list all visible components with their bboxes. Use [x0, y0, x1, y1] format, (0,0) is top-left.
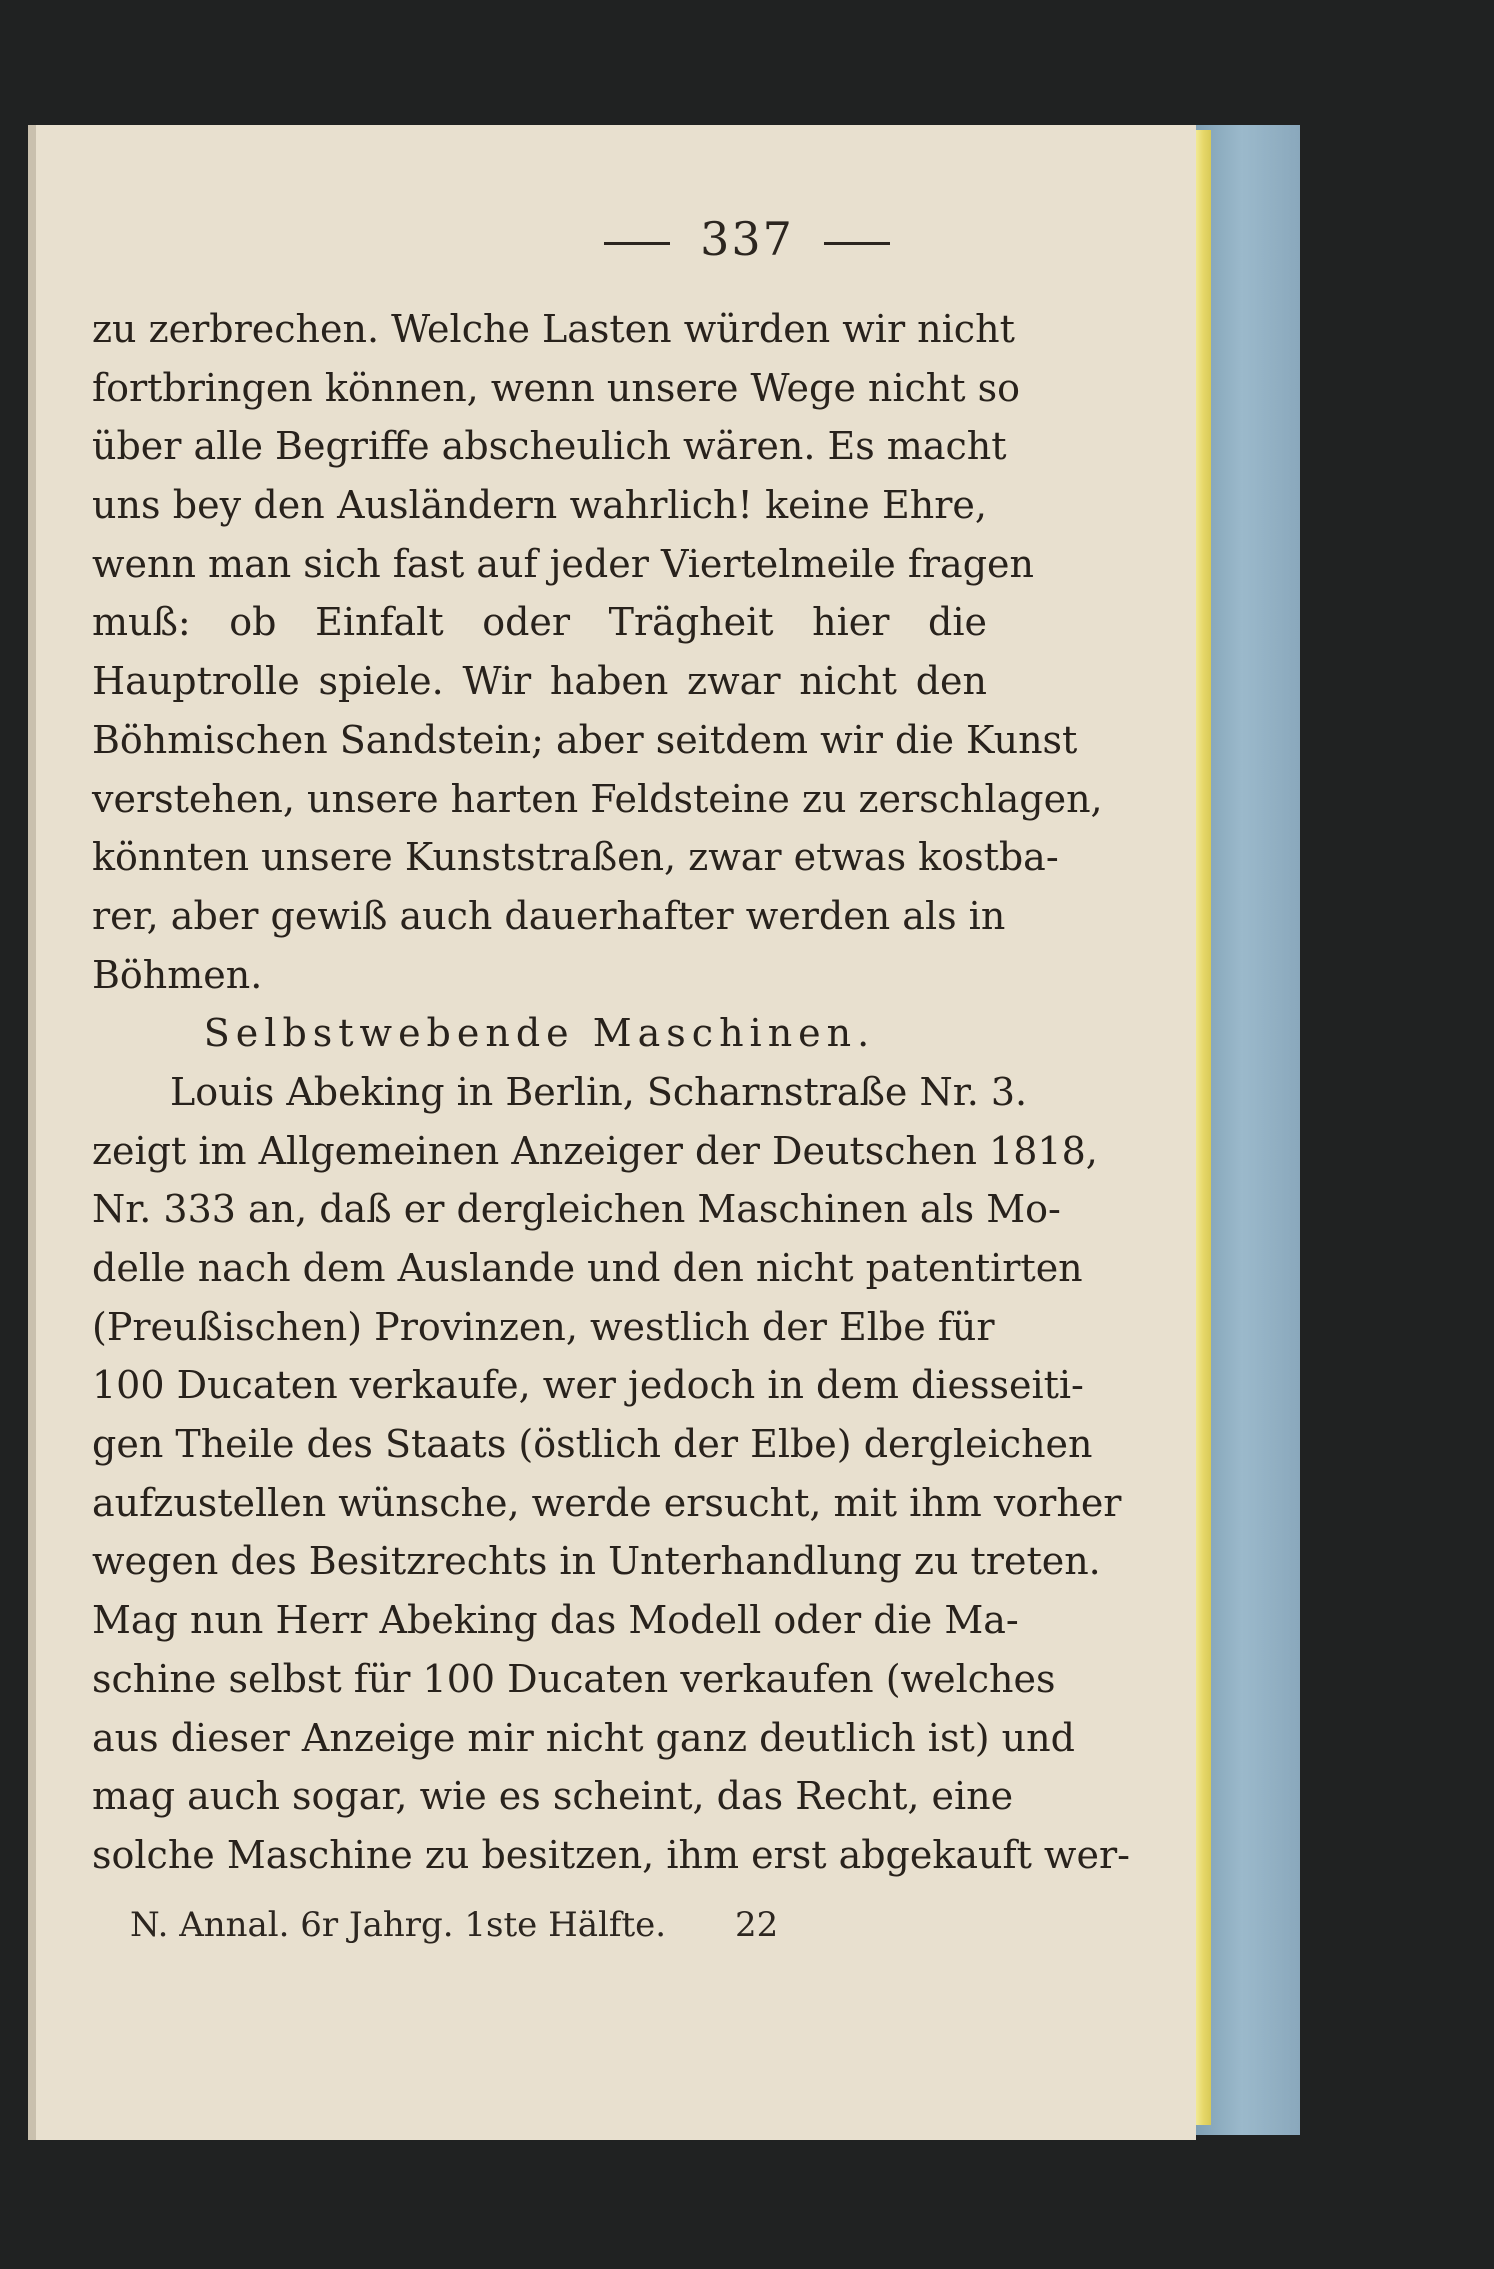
- page-number: 337: [700, 212, 794, 266]
- text-line: solche Maschine zu besitzen, ihm erst abgekauft wer-: [92, 1832, 1130, 1877]
- text-line: über alle Begriffe abscheulich wären. Es macht: [92, 424, 1007, 469]
- text-line: verstehen, unsere harten Feldsteine zu zerschlagen,: [92, 776, 1103, 821]
- text-line: uns bey den Ausländern wahrlich! keine Ehre,: [92, 483, 987, 528]
- text-line: muß: ob Einfalt oder Trägheit hier die: [92, 600, 987, 645]
- signature-mark: 22: [735, 1905, 779, 1945]
- text-line: (Preußischen) Provinzen, westlich der Elbe für: [92, 1304, 995, 1349]
- text-line: Nr. 333 an, daß er dergleichen Maschinen als Mo-: [92, 1187, 1061, 1232]
- text-line: wegen des Besitzrechts in Unterhandlung zu treten.: [92, 1539, 1101, 1584]
- text-line: fortbringen können, wenn unsere Wege nicht so: [92, 365, 1020, 410]
- left-dash: [604, 242, 670, 245]
- signature-line: N. Annal. 6r Jahrg. 1ste Hälfte.: [130, 1905, 667, 1945]
- text-line: aus dieser Anzeige mir nicht ganz deutlich ist) und: [92, 1715, 1075, 1760]
- section-heading: Selbstwebende Maschinen.: [203, 1011, 876, 1056]
- running-head: [0, 212, 1494, 266]
- text-line: zu zerbrechen. Welche Lasten würden wir nicht: [92, 307, 1015, 351]
- text-line: Böhmischen Sandstein; aber seitdem wir die Kunst: [92, 717, 1078, 762]
- body-text: [92, 300, 1130, 1885]
- text-line: schine selbst für 100 Ducaten verkaufen (welches: [92, 1656, 1056, 1701]
- text-line: könnten unsere Kunststraßen, zwar etwas kostba-: [92, 835, 1059, 880]
- text-line: gen Theile des Staats (östlich der Elbe) dergleichen: [92, 1422, 1093, 1467]
- text-line: Hauptrolle spiele. Wir haben zwar nicht den: [92, 659, 987, 704]
- right-dash: [824, 242, 890, 245]
- text-line: rer, aber gewiß auch dauerhafter werden als in: [92, 893, 1006, 938]
- text-line: mag auch sogar, wie es scheint, das Recht, eine: [92, 1774, 1014, 1819]
- page-gutter: [28, 125, 36, 2140]
- text-line: 100 Ducaten verkaufe, wer jedoch in dem diesseiti-: [92, 1363, 1084, 1408]
- gilt-page-edge: [1195, 130, 1211, 2125]
- text-line: Böhmen.: [92, 952, 263, 997]
- text-line: Louis Abeking in Berlin, Scharnstraße Nr. 3.: [170, 1069, 1028, 1114]
- text-line: wenn man sich fast auf jeder Viertelmeile fragen: [92, 541, 1035, 586]
- text-line: zeigt im Allgemeinen Anzeiger der Deutschen 1818,: [92, 1128, 1098, 1173]
- text-line: Mag nun Herr Abeking das Modell oder die Ma-: [92, 1598, 1019, 1643]
- text-line: delle nach dem Auslande und den nicht patentirten: [92, 1246, 1083, 1290]
- text-line: aufzustellen wünsche, werde ersucht, mit ihm vorher: [92, 1480, 1122, 1525]
